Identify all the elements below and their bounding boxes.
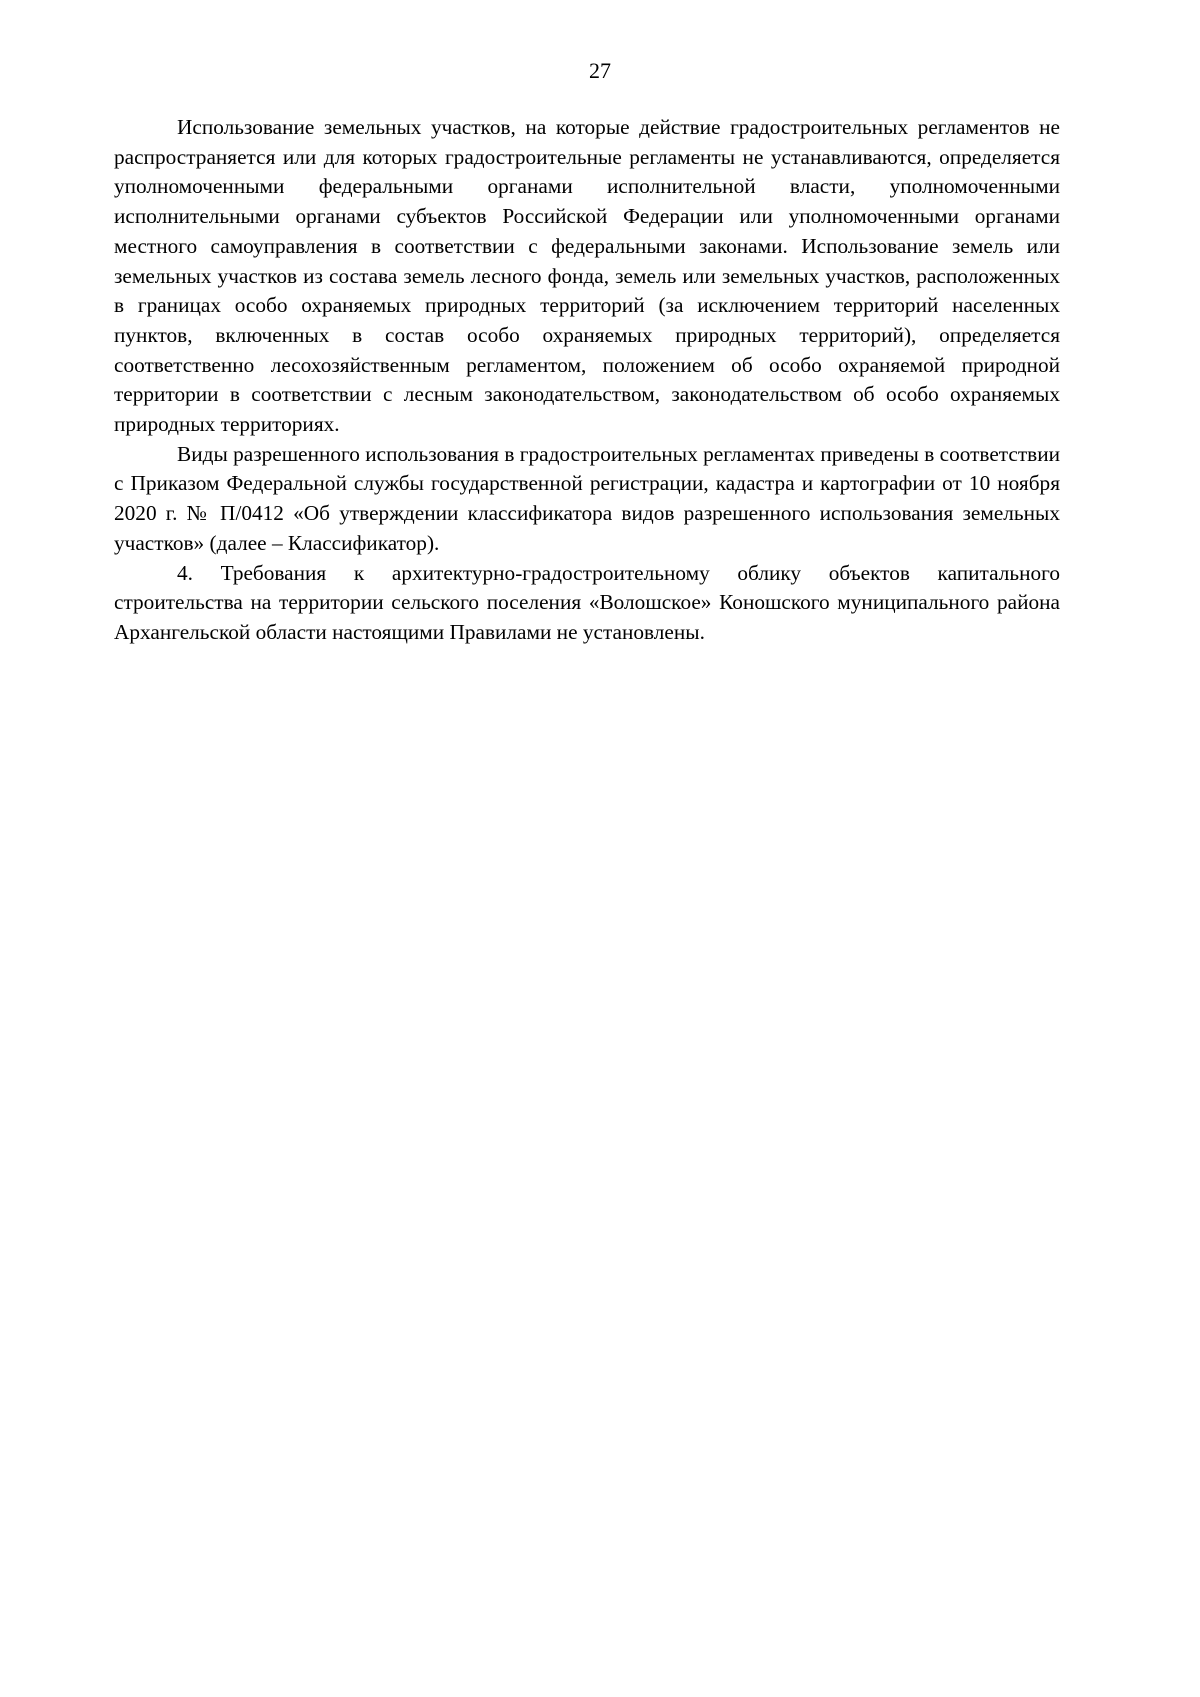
- paragraph-architectural-requirements: 4. Требования к архитектурно-градостроительному облику объектов капитального строительства на территории сельского поселения «Волошское» Коношского муниципального района Архангельской области настоящими Правилами не установлены.: [114, 560, 1060, 644]
- document-body: [114, 113, 1060, 648]
- paragraph-land-use-regulations: Использование земельных участков, на которые действие градостроительных регламентов не распространяется или для которых градостроительные регламенты не устанавливаются, определяется уполномоченными федеральными органами исполнительной власти, уполномоченными исполнительными органами субъектов Российской Федерации или уполномоченными органами местного самоуправления в соответствии с федеральными законами. Использование земель или земельных участков из состава земель лесного фонда, земель или земельных участков, расположенных в границах особо охраняемых природных территорий (за исключением территорий населенных пунктов, включенных в состав особо охраняемых природных территорий), определяется соответственно лесохозяйственным регламентом, положением об особо охраняемой природной территории в соответствии с лесным законодательством, законодательством об особо охраняемых природных территориях.: [114, 115, 1060, 437]
- paragraph-permitted-use-types: Виды разрешенного использования в градостроительных регламентах приведены в соответствии с Приказом Федеральной службы государственной регистрации, кадастра и картографии от 10 ноября 2020 г. № П/0412 «Об утверждении классификатора видов разрешенного использования земельных участков» (далее – Классификатор).: [114, 441, 1060, 555]
- page-number: 27: [589, 58, 611, 83]
